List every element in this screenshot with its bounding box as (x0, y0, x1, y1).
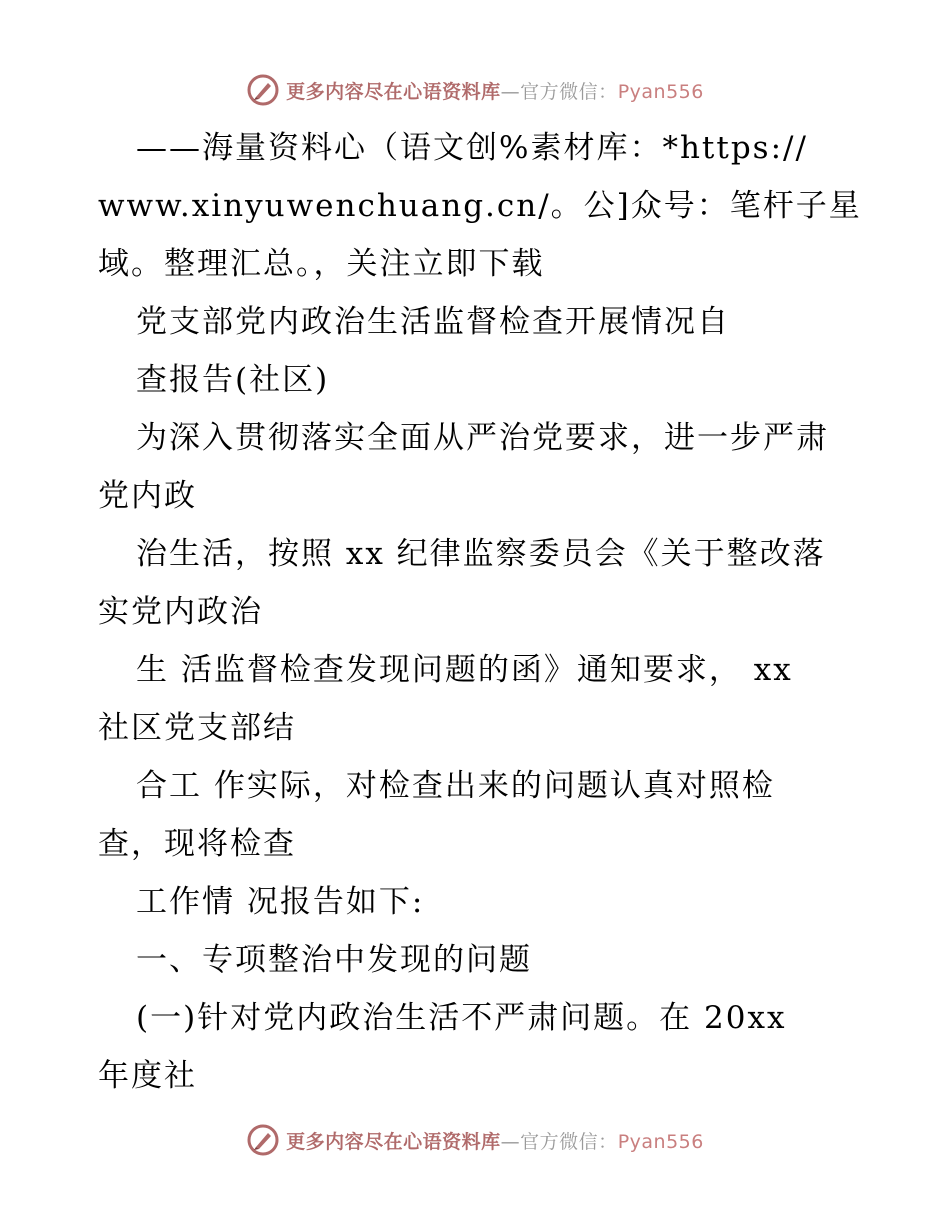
header-banner (0, 70, 950, 110)
banner-text (286, 77, 704, 104)
text-line: 域。整理汇总。，关注立即下载 (98, 246, 545, 282)
text-line: 治生活，按照 xx 纪律监察委员会《关于整改落 (136, 536, 826, 572)
text-line: 实党内政治 (98, 594, 263, 630)
banner-wechat-label: 官方微信： (520, 1130, 618, 1153)
banner-wechat-id: Pyan556 (617, 1130, 704, 1153)
document-title-line: 党支部党内政治生活监督检查开展情况自 (136, 304, 730, 340)
text-line: 社区党支部结 (98, 710, 296, 746)
document-title-line: 查报告(社区) (136, 362, 330, 398)
pen-in-circle-logo-icon (246, 1123, 280, 1157)
banner-separator: — (500, 80, 521, 103)
banner-wechat-id: Pyan556 (617, 80, 704, 103)
text-line: 合工 作实际，对检查出来的问题认真对照检 (136, 768, 775, 804)
section-heading: 一、专项整治中发现的问题 (136, 942, 532, 978)
text-line: 党内政 (98, 478, 197, 514)
subsection-heading: (一)针对党内政治生活不严肃问题。在 20xx (136, 1000, 787, 1036)
text-line: www.xinyuwenchuang.cn/。公]众号：笔杆子星 (98, 188, 862, 224)
text-line: ——海量资料心（语文创%素材库：*https:// (136, 130, 808, 166)
pen-in-circle-logo-icon (246, 73, 280, 107)
banner-text (286, 1127, 704, 1154)
text-line: 生 活监督检查发现问题的函》通知要求， xx (136, 652, 793, 688)
banner-separator: — (500, 1130, 521, 1153)
text-line: 年度社 (98, 1058, 197, 1094)
text-line: 工作情 况报告如下: (136, 884, 425, 920)
footer-banner (0, 1120, 950, 1160)
text-line: 为深入贯彻落实全面从严治党要求，进一步严肃 (136, 420, 829, 456)
banner-main-text: 更多内容尽在心语资料库 (286, 1130, 501, 1153)
banner-wechat-label: 官方微信： (520, 80, 618, 103)
banner-main-text: 更多内容尽在心语资料库 (286, 80, 501, 103)
text-line: 查，现将检查 (98, 826, 296, 862)
